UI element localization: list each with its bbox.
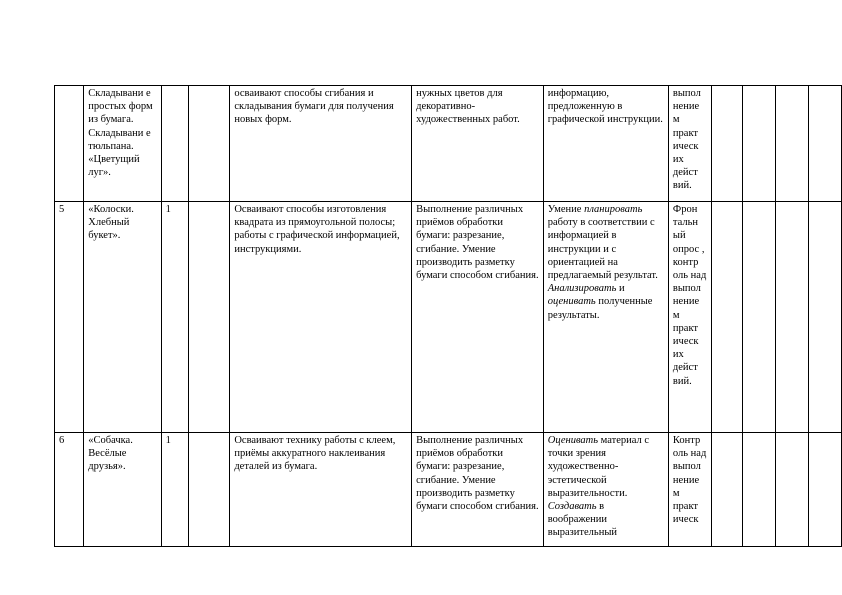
lesson-skills: Выполнение различных приёмов обработки бумаги: разрезание, сгибание. Умение производить разметку бумаги способом сгибания. (412, 433, 544, 547)
uud-text: и (616, 283, 625, 295)
lesson-hours: 1 (161, 433, 188, 547)
table-row (55, 202, 842, 433)
empty-cell (743, 202, 776, 433)
uud-text: Умение (547, 204, 585, 215)
lesson-title: «Собачка. Весёлые друзья». (84, 433, 161, 547)
lesson-number (55, 86, 84, 202)
lesson-skills: Выполнение различных приёмов обработки бумаги: разрезание, сгибание. Умение производить разметку бумаги способом сгибания. (412, 202, 544, 433)
lesson-number: 5 (55, 202, 84, 433)
uud-text: полученные результаты. (547, 296, 653, 321)
uud-text: планировать (584, 204, 643, 215)
empty-cell (188, 202, 229, 433)
uud-text: Создавать (547, 501, 597, 513)
lesson-control: Контр оль над выпол нение м практ ическ (668, 433, 711, 547)
lesson-plan-table (54, 85, 842, 547)
empty-cell (809, 433, 842, 547)
lesson-content: осваивают способы сгибания и складывания бумаги для получения новых форм. (230, 86, 412, 202)
empty-cell (711, 433, 743, 547)
lesson-title: «Колоски. Хлебный букет». (84, 202, 161, 433)
lesson-uud (543, 433, 668, 547)
lesson-control: выпол нение м практ ическ их дейст вий. (668, 86, 711, 202)
empty-cell (711, 202, 743, 433)
empty-cell (809, 202, 842, 433)
lesson-content: Осваивают технику работы с клеем, приёмы аккуратного наклеивания деталей из бумага. (230, 433, 412, 547)
uud-text: работу в соответствии с информацией в инструкции и с ориентацией на предлагаемый результат. (547, 217, 658, 282)
empty-cell (776, 86, 809, 202)
empty-cell (188, 86, 229, 202)
uud-text: Оценивать (547, 435, 599, 446)
uud-text: Анализировать (547, 283, 617, 295)
uud-text: оценивать (547, 296, 596, 308)
uud-text: в воображении выразительный (547, 501, 617, 539)
lesson-title: Складывани е простых форм из бумага. Складывани е тюльпана. «Цветущий луг». (84, 86, 161, 202)
empty-cell (743, 86, 776, 202)
empty-cell (188, 433, 229, 547)
lesson-uud: информацию, предложенную в графической инструкции. (543, 86, 668, 202)
table-row (55, 86, 842, 202)
uud-text: материал с точки зрения художественно-эстетической выразительности. (547, 435, 650, 499)
lesson-skills: нужных цветов для декоративно-художественных работ. (412, 86, 544, 202)
empty-cell (711, 86, 743, 202)
lesson-number: 6 (55, 433, 84, 547)
table-row (55, 433, 842, 547)
empty-cell (809, 86, 842, 202)
empty-cell (743, 433, 776, 547)
empty-cell (776, 433, 809, 547)
empty-cell (776, 202, 809, 433)
lesson-hours: 1 (161, 202, 188, 433)
lesson-hours (161, 86, 188, 202)
lesson-uud (543, 202, 668, 433)
lesson-control: Фрон тальн ый опрос , контр оль над выпол нение м практ ическ их дейст вий. (668, 202, 711, 433)
lesson-content: Осваивают способы изготовления квадрата из прямоугольной полосы; работы с графической информацией, инструкциями. (230, 202, 412, 433)
